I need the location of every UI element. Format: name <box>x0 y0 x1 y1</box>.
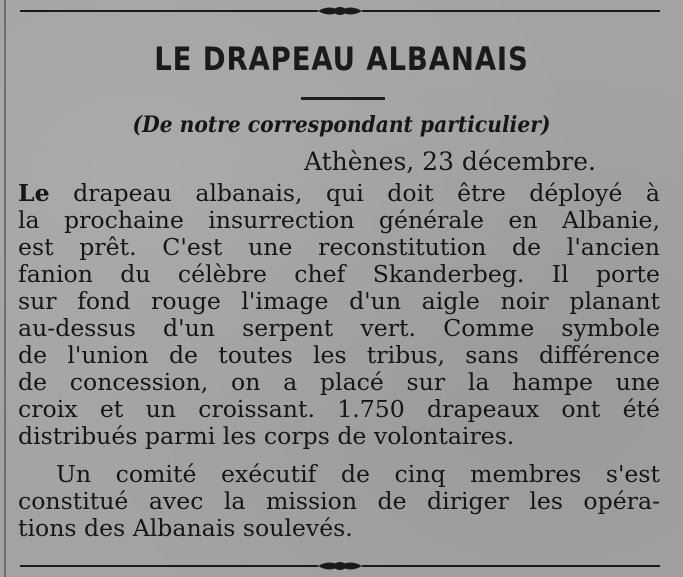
lead-word: Le <box>18 179 50 207</box>
body-line-9: croix et un croissant. 1.750 drapeaux ont été <box>18 395 660 423</box>
body-line-6: au-dessus d'un serpent vert. Comme symbole <box>18 314 660 342</box>
body-line-13: tions des Albanais soulevés. <box>18 514 353 542</box>
body-line-11: Un comité exécutif de cinq membres s'est <box>56 460 660 488</box>
body-line-3: est prêt. C'est une reconstitution de l'ancien <box>18 233 660 261</box>
body-line-12: constitué avec la mission de diriger les opéra- <box>18 487 660 515</box>
body-line-8: de concession, on a placé sur la hampe une <box>18 368 660 396</box>
article-subtitle: (De notre correspondant particulier) <box>132 112 551 138</box>
bottom-ornament-rule <box>20 557 660 575</box>
body-line-7: de l'union de toutes les tribus, sans différence <box>18 341 660 369</box>
dateline: Athènes, 23 décembre. <box>304 147 596 176</box>
body-line-5: sur fond rouge l'image d'un aigle noir planant <box>18 287 660 315</box>
body-line-4: fanion du célèbre chef Skanderbeg. Il porte <box>18 260 660 288</box>
body-line-1: Le drapeau albanais, qui doit être déployé à <box>18 179 660 207</box>
title-underline <box>301 97 385 100</box>
article-title: LE DRAPEAU ALBANAIS <box>154 40 529 78</box>
body-line-10: distribués parmi les corps de volontaires. <box>18 422 515 450</box>
body-line-2: la prochaine insurrection générale en Albanie, <box>18 206 660 234</box>
top-ornament-rule <box>20 2 660 20</box>
column-edge <box>4 0 6 577</box>
